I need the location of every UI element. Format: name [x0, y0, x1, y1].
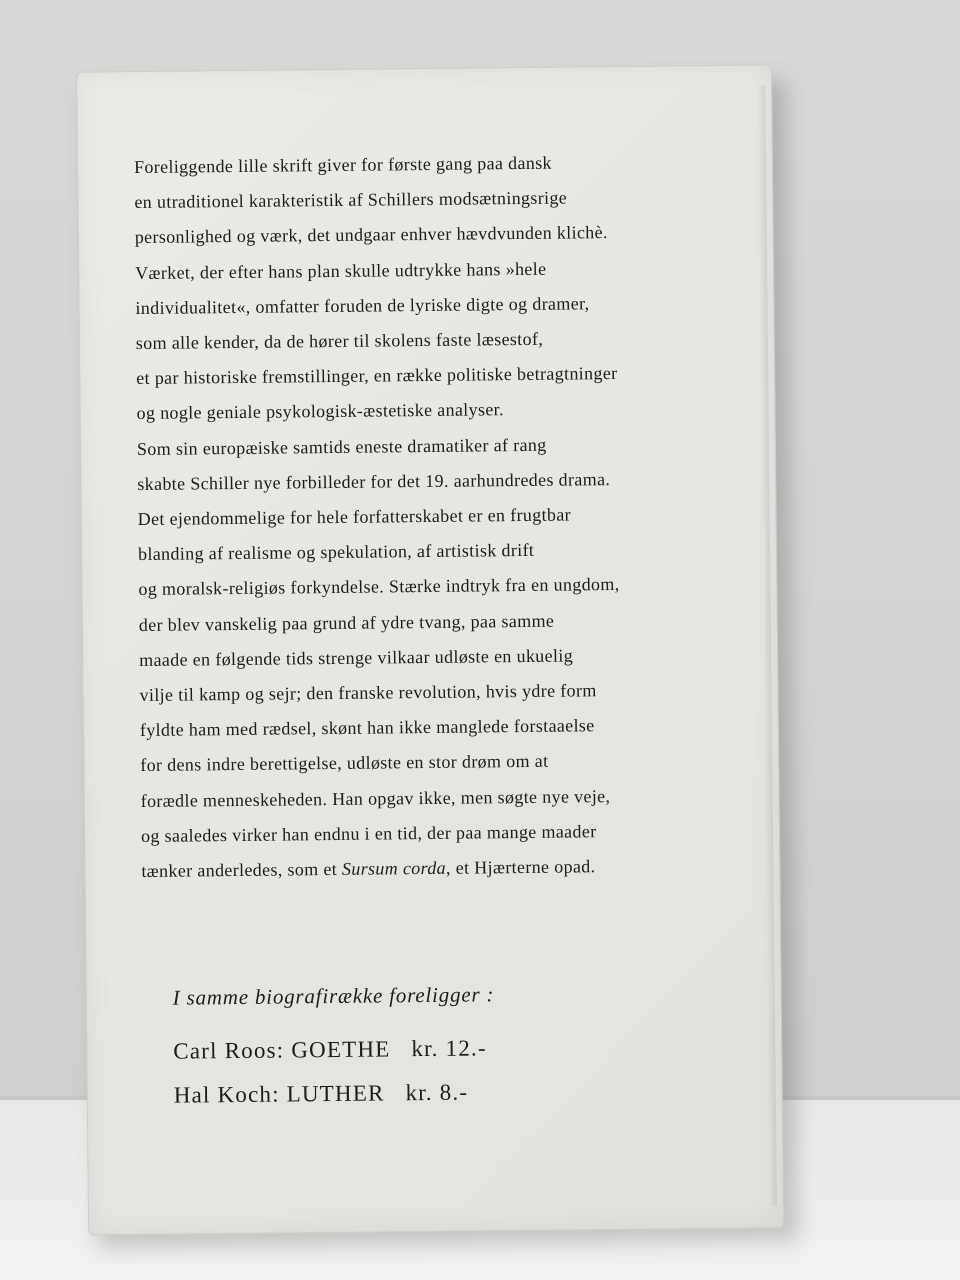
series-book-price: kr. 8.-	[405, 1079, 469, 1106]
blurb-line: og moralsk-religiøs forkyndelse. Stærke indtryk fra en ungdom,	[138, 574, 620, 600]
blurb-line: Værket, der efter hans plan skulle udtrykke hans »hele	[135, 258, 547, 283]
series-book-price: kr. 12.-	[411, 1035, 487, 1062]
last-line-end: , et Hjærterne opad.	[445, 856, 596, 878]
blurb-line: for dens indre berettigelse, udløste en stor drøm om at	[140, 751, 549, 776]
cover-fold	[757, 85, 777, 1205]
blurb-text	[134, 144, 742, 890]
series-heading: I samme biografirække foreligger :	[172, 982, 495, 1010]
series-book-goethe	[173, 1024, 693, 1073]
series-book-label: Carl Roos: GOETHE	[173, 1036, 391, 1064]
blurb-line: individualitet«, omfatter foruden de lyriske digte og dramer,	[135, 293, 590, 318]
blurb-line: som alle kender, da de hører til skolens faste læsestof,	[135, 328, 544, 354]
series-book-label: Hal Koch: LUTHER	[173, 1080, 385, 1108]
blurb-line: maade en følgende tids strenge vilkaar udløste en ukuelig	[139, 645, 574, 670]
blurb-line: og nogle geniale psykologisk-æstetiske analyser.	[136, 399, 504, 424]
blurb-line: og saaledes virker han endnu i en tid, der paa mange maader	[140, 821, 597, 846]
book-back-cover	[76, 64, 784, 1235]
blurb-line: der blev vanskelig paa grund af ydre tvang, paa samme	[138, 610, 555, 635]
series-section	[173, 976, 694, 1117]
blurb-last-line	[141, 848, 741, 889]
last-line-start: tænker anderledes, som et	[141, 858, 343, 882]
blurb-line: forædle menneskeheden. Han opgav ikke, men søgte nye veje,	[140, 785, 611, 811]
blurb-line: vilje til kamp og sejr; den franske revolution, hvis ydre form	[139, 680, 597, 706]
blurb-line: en utraditionel karakteristik af Schillers modsætningsrige	[134, 187, 568, 213]
blurb-line: Det ejendommelige for hele forfatterskabet er en frugtbar	[137, 504, 572, 530]
blurb-line: et par historiske fremstillinger, en række politiske betragtninger	[136, 363, 618, 389]
series-book-luther	[174, 1068, 694, 1117]
blurb-line: blanding af realisme og spekulation, af artistisk drift	[137, 540, 535, 565]
blurb-line: Som sin europæiske samtids eneste dramatiker af rang	[136, 434, 547, 459]
blurb-line: Foreliggende lille skrift giver for første gang paa dansk	[133, 152, 552, 178]
blurb-line: personlighed og værk, det undgaar enhver hævdvunden klichè.	[134, 222, 608, 248]
blurb-line: fyldte ham med rædsel, skønt han ikke manglede forstaaelse	[139, 715, 595, 741]
blurb-line: skabte Schiller nye forbilleder for det 19. aarhundredes drama.	[137, 468, 611, 494]
sursum-corda-phrase: Sursum corda	[341, 857, 447, 879]
